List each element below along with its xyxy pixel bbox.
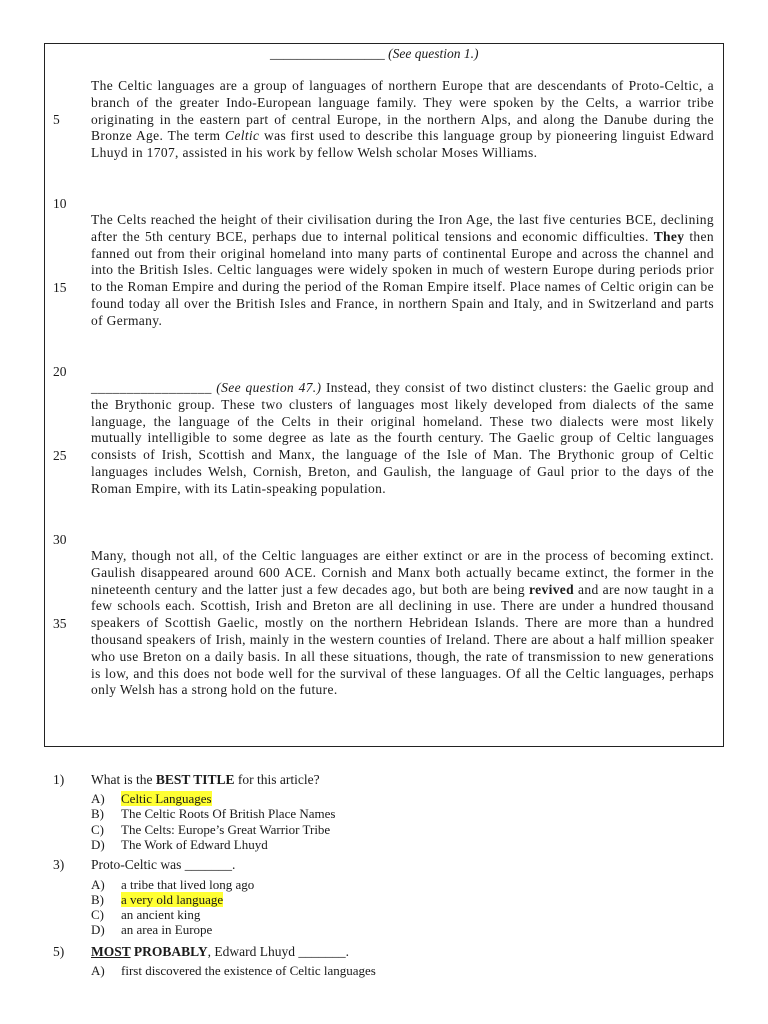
- passage-heading: [270, 45, 478, 62]
- paragraph-text: then fanned out from their original homeland into many parts of continental Europe and across the channel and into the British Isles. Celtic languages were widely spoken in much of western Europe during periods prior to the Roman Empire and during the period of the Roman Empire itself. Place names of Celtic origin can be found today all over the British Isles and France, in northern Spain and Italy, and in Switzerland and parts of Germany.: [91, 228, 714, 328]
- paragraph-1: [91, 78, 714, 162]
- option-3d[interactable]: [91, 922, 212, 937]
- option-letter: D): [91, 922, 105, 937]
- option-text: Celtic Languages: [121, 791, 212, 806]
- option-letter: C): [91, 822, 104, 837]
- option-letter: A): [91, 791, 105, 806]
- blank-line: _________________: [91, 380, 212, 395]
- option-letter: C): [91, 907, 104, 922]
- option-3b[interactable]: [91, 892, 223, 907]
- bold-word: revived: [529, 581, 574, 597]
- question-ref: (See question 47.): [216, 380, 322, 395]
- paragraph-2: [91, 212, 714, 330]
- paragraph-text: The Celts reached the height of their civilisation during the Iron Age, the last five centuries BCE, declining after the 5th century BCE, perhaps due to internal political tensions and economic difficulties.: [91, 212, 714, 244]
- question-text: MOST PROBABLY, Edward Lhuyd _______.: [91, 944, 350, 959]
- question-text: What is the BEST TITLE for this article?: [91, 772, 320, 787]
- line-number: 30: [53, 532, 67, 547]
- option-5a[interactable]: [91, 963, 376, 978]
- paragraph-3: [91, 380, 714, 498]
- option-text: a tribe that lived long ago: [121, 877, 255, 892]
- option-text: The Celts: Europe’s Great Warrior Tribe: [121, 822, 331, 837]
- option-1c[interactable]: [91, 822, 330, 837]
- option-text: The Celtic Roots Of British Place Names: [121, 806, 336, 821]
- heading-ref: (See question 1.): [388, 46, 479, 61]
- option-text: an ancient king: [121, 907, 201, 922]
- option-3c[interactable]: [91, 907, 200, 922]
- option-1a[interactable]: [91, 791, 212, 806]
- option-text: a very old language: [121, 892, 224, 907]
- option-3a[interactable]: [91, 877, 254, 892]
- option-1d[interactable]: [91, 837, 268, 852]
- line-number: 5: [53, 112, 60, 127]
- paragraph-text: Many, though not all, of the Celtic languages are either extinct or are in the process of becoming extinct. Gaulish disappeared around 600 ACE. Cornish and Manx both actually became extinct, the former in the nineteenth century and the latter just a few decades ago, but both are being: [91, 548, 714, 597]
- option-letter: A): [91, 963, 105, 978]
- bold-word: They: [653, 228, 685, 244]
- question-text: Proto-Celtic was _______.: [91, 857, 236, 872]
- option-letter: A): [91, 877, 105, 892]
- question-number: 1): [53, 772, 65, 787]
- option-text: an area in Europe: [121, 922, 213, 937]
- paragraph-text: was first used to describe this language group by pioneering linguist Edward Lhuyd in 1707, assisted in his work by fellow Welsh scholar Moses Williams.: [91, 128, 714, 161]
- paragraph-text: The Celtic languages are a group of languages of northern Europe that are descendants of Proto-Celtic, a branch of the greater Indo-European language family. They were spoken by the Celts, a warrior tribe originating in the eastern part of central Europe, in the northern Alps, and along the Danube during the Bronze Age. The term: [91, 78, 714, 144]
- option-text: first discovered the existence of Celtic languages: [121, 963, 376, 978]
- option-letter: B): [91, 892, 104, 907]
- question-number: 5): [53, 944, 65, 959]
- line-number: 15: [53, 280, 67, 295]
- paragraph-text: Instead, they consist of two distinct clusters: the Gaelic group and the Brythonic group. These two clusters of languages most likely developed from dialects of the same language, the language of the Celts in their original homeland. These two dialects were most likely mutually intelligible to some degree as late as the fourth century. The Gaelic group of Celtic languages consists of Irish, Scottish and Manx, the language of the Isle of Man. The Brythonic group of Celtic languages includes Welsh, Cornish, Breton, and Gaulish, the language of Gaul prior to the days of the Roman Empire, with its Latin-speaking population.: [91, 380, 714, 496]
- line-number: 20: [53, 364, 67, 379]
- line-number: 35: [53, 616, 67, 631]
- heading-blank: _________________: [270, 46, 385, 61]
- paragraph-text: and are now taught in a few schools each. Scottish, Irish and Breton are all declining in use. There are under a hundred thousand speakers of Scottish Gaelic, mostly on the northern Hebridean Islands. There are more than a hundred thousand speakers of Irish, mainly in the western counties of Ireland. There are about a half million speaker who use Breton on a daily basis. In all these situations, though, the rate of transmission to new generations is low, and this does not bode well for the survival of these languages. Of all the Celtic languages, perhaps only Welsh has a strong hold on the future.: [91, 581, 714, 698]
- line-number: 10: [53, 196, 67, 211]
- option-1b[interactable]: [91, 806, 335, 821]
- question-number: 3): [53, 857, 65, 872]
- option-letter: B): [91, 806, 104, 821]
- option-text: The Work of Edward Lhuyd: [121, 837, 268, 852]
- paragraph-4: [91, 548, 714, 699]
- italic-term: Celtic: [225, 128, 260, 144]
- option-letter: D): [91, 837, 105, 852]
- line-number: 25: [53, 448, 67, 463]
